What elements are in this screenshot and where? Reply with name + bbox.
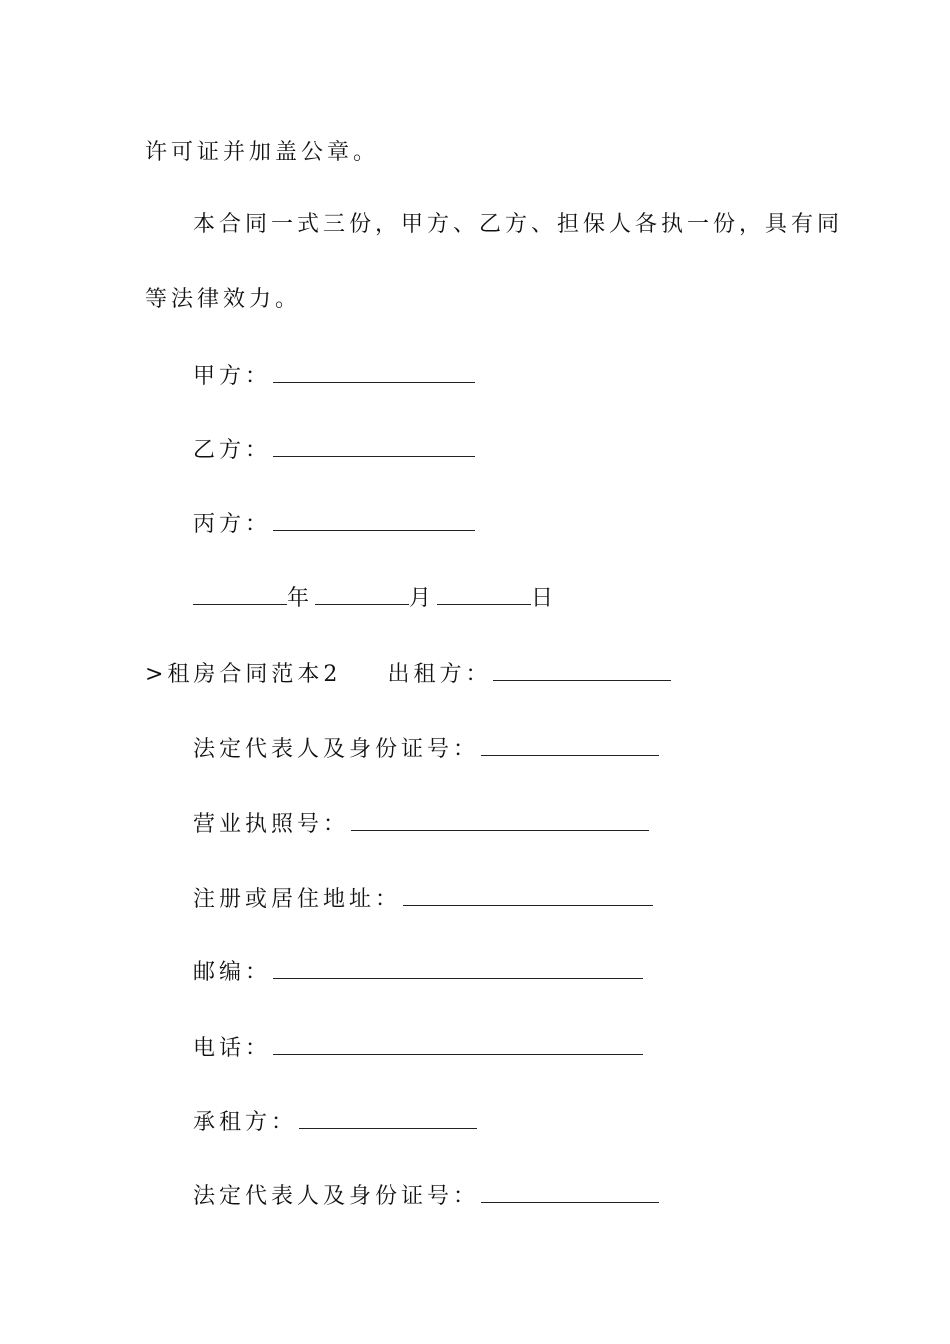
lessee-legal-rep-blank bbox=[481, 1182, 659, 1203]
date-line bbox=[193, 584, 557, 614]
day-label: 日 bbox=[531, 586, 558, 611]
section2-heading: >租房合同范本2 bbox=[145, 662, 342, 687]
month-label: 月 bbox=[409, 586, 436, 611]
address-label: 注册或居住地址： bbox=[193, 887, 402, 912]
legal-rep-label: 法定代表人及身份证号： bbox=[193, 737, 480, 762]
postcode-line bbox=[193, 958, 643, 988]
section2-heading-line bbox=[145, 660, 671, 690]
paragraph-copies-line1: 本合同一式三份，甲方、乙方、担保人各执一份，具有同 bbox=[193, 212, 844, 237]
lessor-label: 出租方： bbox=[387, 662, 492, 687]
lessee-legal-rep-label: 法定代表人及身份证号： bbox=[193, 1184, 480, 1209]
lessee-label: 承租方： bbox=[193, 1110, 298, 1135]
month-blank bbox=[315, 584, 409, 605]
address-line bbox=[193, 885, 653, 915]
address-blank bbox=[403, 885, 653, 906]
party-c-blank bbox=[273, 510, 475, 531]
phone-blank bbox=[273, 1034, 643, 1055]
party-c-line bbox=[193, 510, 475, 540]
business-license-label: 营业执照号： bbox=[193, 812, 350, 837]
lessee-line bbox=[193, 1108, 477, 1138]
party-b-blank bbox=[273, 436, 475, 457]
party-a-blank bbox=[273, 362, 475, 383]
paragraph-tail: 许可证并加盖公章。 bbox=[145, 140, 380, 165]
party-a-label: 甲方： bbox=[193, 364, 272, 389]
year-blank bbox=[193, 584, 287, 605]
postcode-blank bbox=[273, 958, 643, 979]
lessee-blank bbox=[299, 1108, 477, 1129]
postcode-label: 邮编： bbox=[193, 960, 272, 985]
year-label: 年 bbox=[287, 586, 314, 611]
lessor-blank bbox=[493, 660, 671, 681]
business-license-line bbox=[193, 810, 649, 840]
legal-rep-blank bbox=[481, 735, 659, 756]
party-b-label: 乙方： bbox=[193, 438, 272, 463]
party-a-line bbox=[193, 362, 475, 392]
legal-rep-line bbox=[193, 735, 659, 765]
phone-line bbox=[193, 1034, 643, 1064]
paragraph-copies-line2: 等法律效力。 bbox=[145, 287, 302, 312]
lessee-legal-rep-line bbox=[193, 1182, 659, 1212]
party-b-line bbox=[193, 436, 475, 466]
business-license-blank bbox=[351, 810, 649, 831]
day-blank bbox=[437, 584, 531, 605]
phone-label: 电话： bbox=[193, 1036, 272, 1061]
party-c-label: 丙方： bbox=[193, 512, 272, 537]
